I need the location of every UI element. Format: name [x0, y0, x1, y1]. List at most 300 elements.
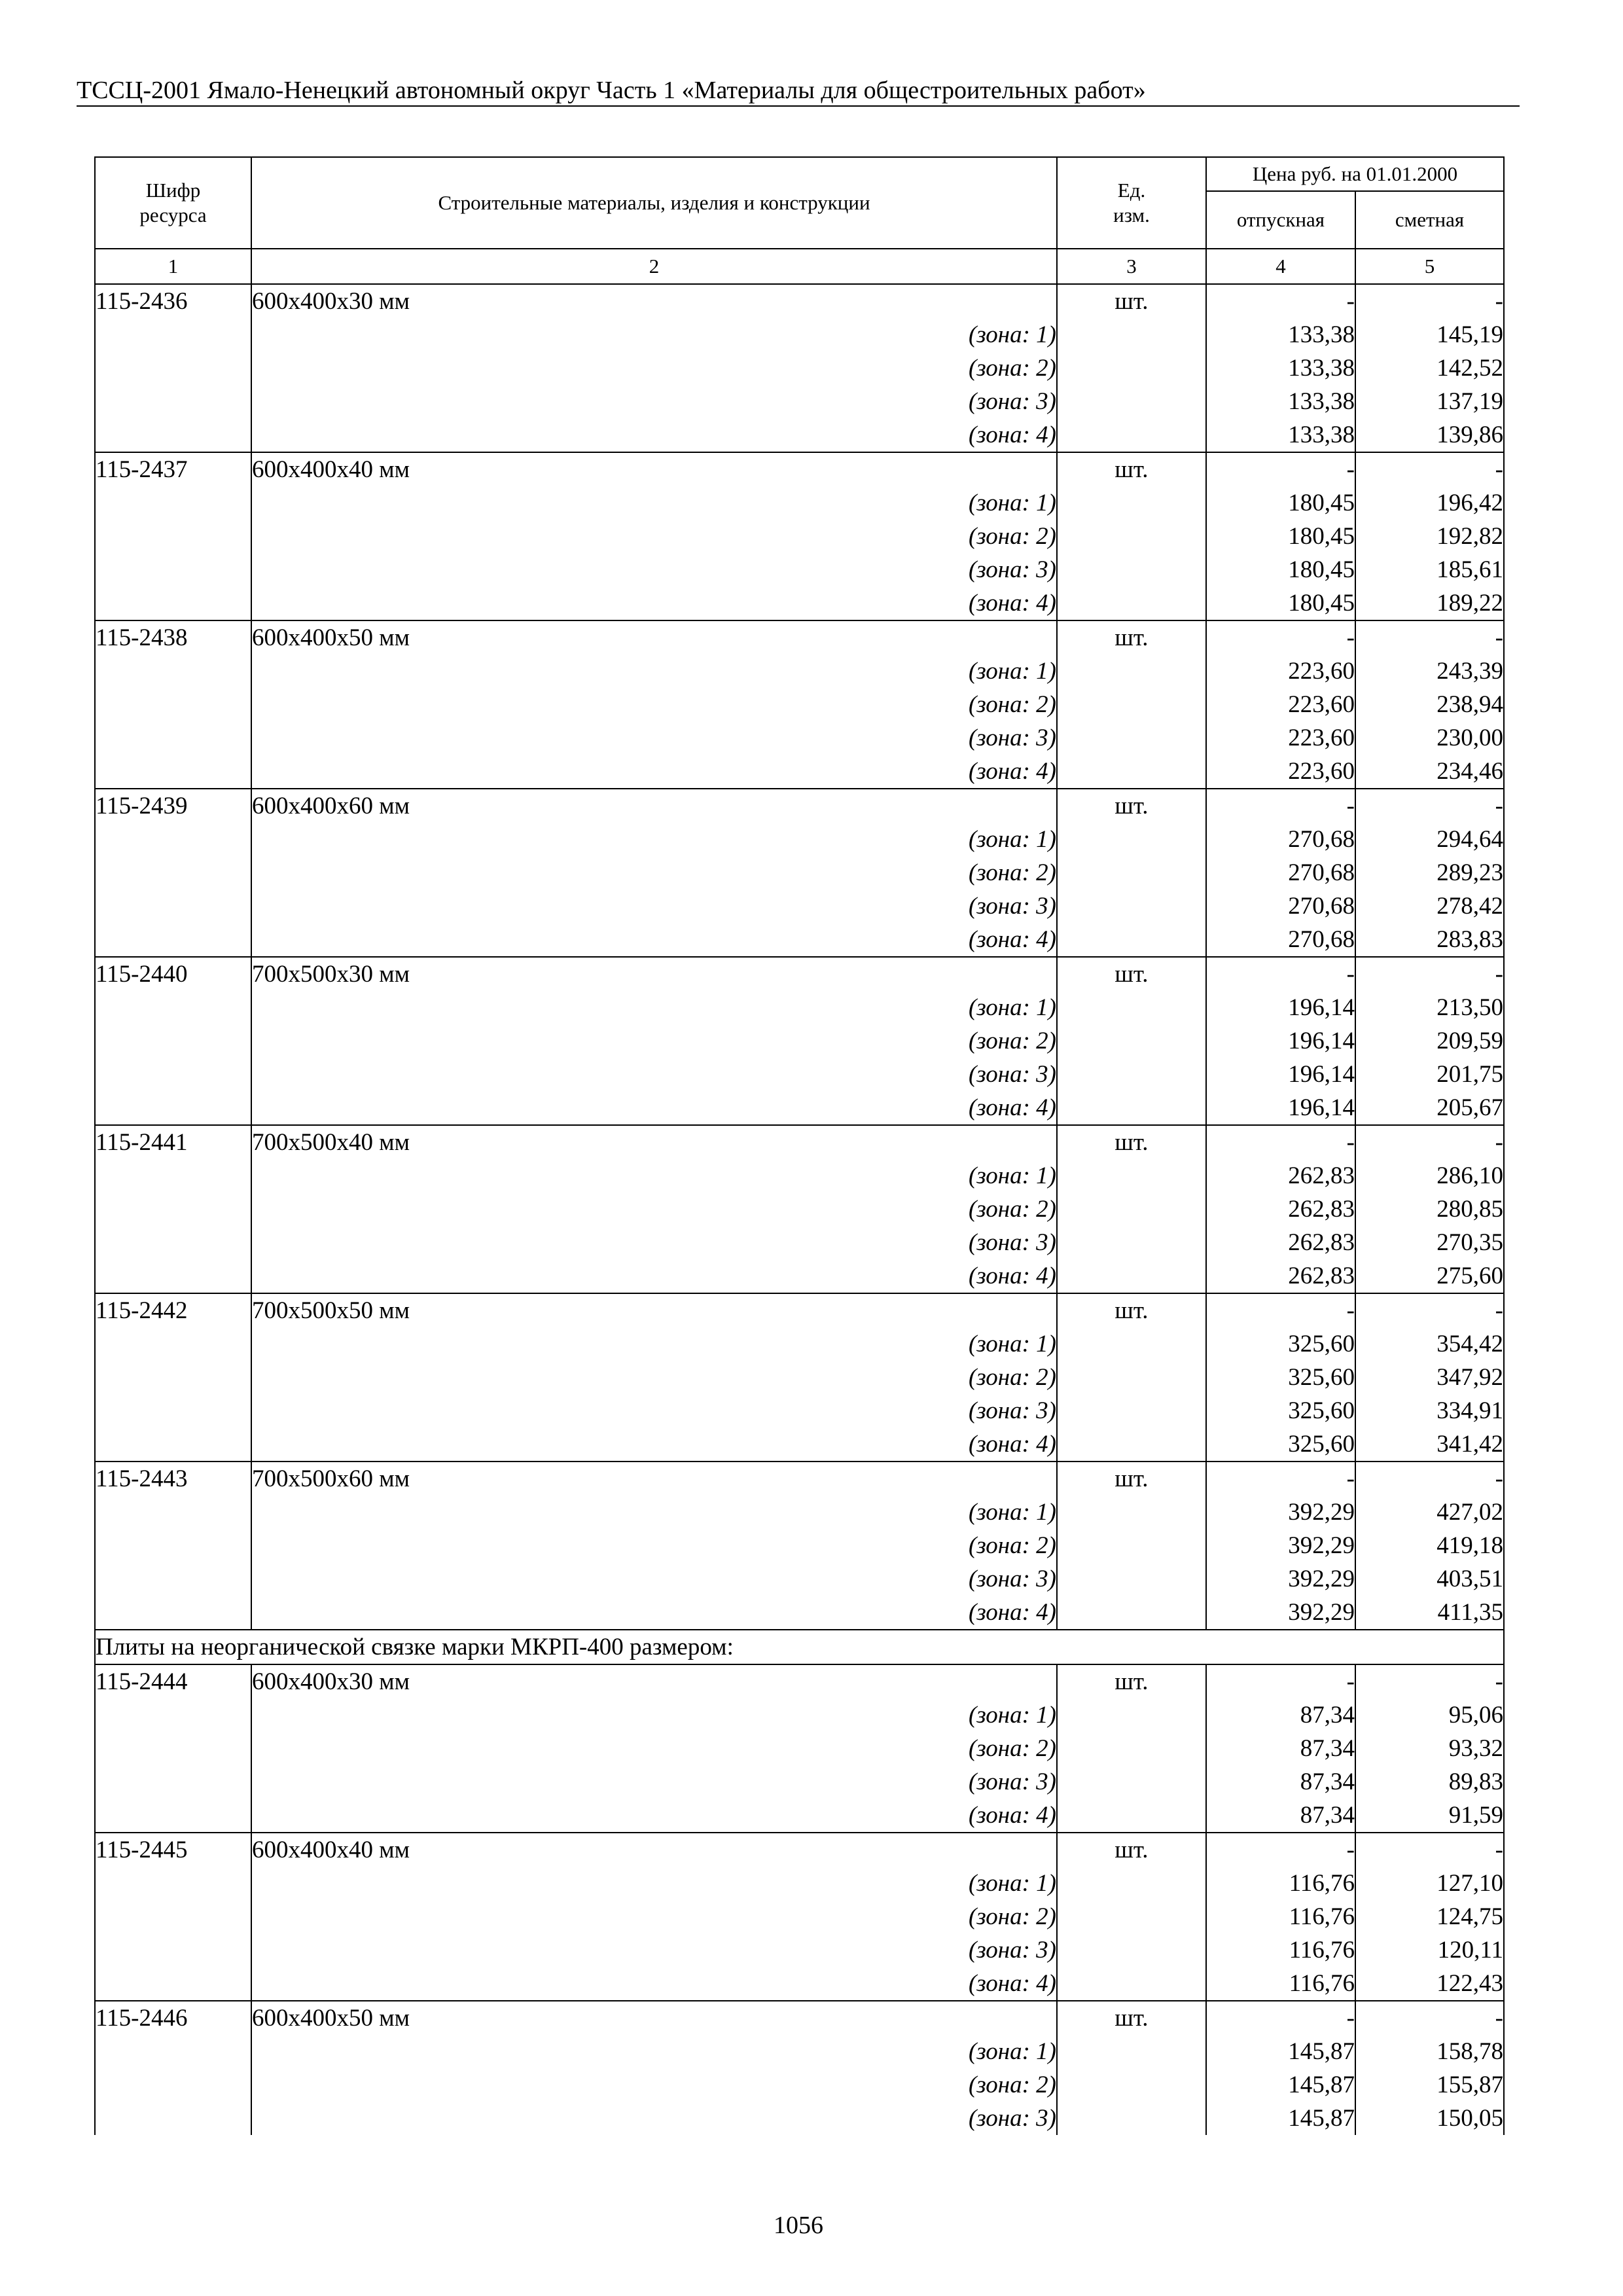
- zone-label: (зона: 1): [251, 1159, 1057, 1193]
- release-price: -: [1206, 1462, 1355, 1496]
- zone-row: [95, 553, 1504, 586]
- release-price: -: [1206, 284, 1355, 318]
- resource-code: [95, 2035, 251, 2068]
- release-price: -: [1206, 1833, 1355, 1867]
- unit: [1057, 1496, 1206, 1529]
- release-price: 133,38: [1206, 351, 1355, 385]
- release-price: 180,45: [1206, 520, 1355, 553]
- resource-code: [95, 991, 251, 1024]
- release-price: 270,68: [1206, 823, 1355, 856]
- release-price: -: [1206, 1664, 1355, 1698]
- resource-code: 115-2437: [95, 452, 251, 486]
- release-price: 270,68: [1206, 923, 1355, 957]
- resource-code: [95, 1496, 251, 1529]
- zone-label: (зона: 3): [251, 385, 1057, 418]
- header-price-group: Цена руб. на 01.01.2000: [1206, 157, 1504, 191]
- estimate-price: 127,10: [1355, 1867, 1504, 1900]
- zone-row: [95, 1024, 1504, 1058]
- estimate-price: -: [1355, 957, 1504, 991]
- resource-code: [95, 1361, 251, 1394]
- zone-row: [95, 1967, 1504, 2001]
- release-price: 223,60: [1206, 721, 1355, 755]
- zone-row: [95, 1091, 1504, 1125]
- resource-row: [95, 957, 1504, 991]
- release-price: 392,29: [1206, 1562, 1355, 1596]
- zone-label: (зона: 1): [251, 1867, 1057, 1900]
- release-price: -: [1206, 2001, 1355, 2035]
- estimate-price: 189,22: [1355, 586, 1504, 620]
- material-name: 700х500х50 мм: [251, 1293, 1057, 1327]
- release-price: -: [1206, 957, 1355, 991]
- zone-label: (зона: 2): [251, 688, 1057, 721]
- resource-row: [95, 789, 1504, 823]
- unit: [1057, 351, 1206, 385]
- zone-label: (зона: 4): [251, 418, 1057, 452]
- zone-row: [95, 1259, 1504, 1293]
- estimate-price: 294,64: [1355, 823, 1504, 856]
- resource-code: [95, 1765, 251, 1799]
- release-price: 116,76: [1206, 1933, 1355, 1967]
- unit: [1057, 1900, 1206, 1933]
- release-price: 392,29: [1206, 1496, 1355, 1529]
- release-price: 180,45: [1206, 486, 1355, 520]
- zone-label: (зона: 1): [251, 486, 1057, 520]
- release-price: 87,34: [1206, 1732, 1355, 1765]
- resource-code: [95, 655, 251, 688]
- zone-row: [95, 991, 1504, 1024]
- header-rule: [77, 105, 1520, 107]
- header-unit: [1057, 157, 1206, 249]
- release-price: -: [1206, 620, 1355, 655]
- resource-row: [95, 1664, 1504, 1698]
- unit: [1057, 1394, 1206, 1427]
- estimate-price: -: [1355, 1293, 1504, 1327]
- release-price: -: [1206, 452, 1355, 486]
- release-price: 87,34: [1206, 1698, 1355, 1732]
- unit: [1057, 1529, 1206, 1562]
- resource-row: [95, 1125, 1504, 1159]
- release-price: 392,29: [1206, 1596, 1355, 1630]
- zone-row: [95, 1226, 1504, 1259]
- unit: [1057, 1562, 1206, 1596]
- zone-row: [95, 1394, 1504, 1427]
- estimate-price: 145,19: [1355, 318, 1504, 351]
- header-code-line: Шифр: [145, 179, 201, 202]
- unit: [1057, 1596, 1206, 1630]
- unit: [1057, 755, 1206, 789]
- unit: шт.: [1057, 789, 1206, 823]
- resource-code: [95, 889, 251, 923]
- zone-row: [95, 318, 1504, 351]
- zone-row: [95, 1496, 1504, 1529]
- resource-code: [95, 1698, 251, 1732]
- resource-code: [95, 520, 251, 553]
- unit: [1057, 1698, 1206, 1732]
- estimate-price: 283,83: [1355, 923, 1504, 957]
- resource-code: [95, 1967, 251, 2001]
- estimate-price: 341,42: [1355, 1427, 1504, 1462]
- resource-code: [95, 856, 251, 889]
- zone-label: (зона: 2): [251, 2068, 1057, 2102]
- material-name: 700х500х60 мм: [251, 1462, 1057, 1496]
- release-price: 223,60: [1206, 755, 1355, 789]
- zone-label: (зона: 3): [251, 553, 1057, 586]
- resource-row: [95, 452, 1504, 486]
- resource-code: [95, 1024, 251, 1058]
- release-price: 133,38: [1206, 318, 1355, 351]
- estimate-price: 286,10: [1355, 1159, 1504, 1193]
- page-number: 1056: [774, 2212, 823, 2239]
- section-row: [95, 1630, 1504, 1664]
- resource-code: [95, 418, 251, 452]
- zone-label: (зона: 2): [251, 856, 1057, 889]
- release-price: 116,76: [1206, 1900, 1355, 1933]
- unit: [1057, 385, 1206, 418]
- release-price: 145,87: [1206, 2068, 1355, 2102]
- release-price: 196,14: [1206, 1091, 1355, 1125]
- resource-code: [95, 318, 251, 351]
- estimate-price: 137,19: [1355, 385, 1504, 418]
- zone-label: (зона: 3): [251, 721, 1057, 755]
- estimate-price: 354,42: [1355, 1327, 1504, 1361]
- release-price: 223,60: [1206, 655, 1355, 688]
- resource-code: [95, 2068, 251, 2102]
- resource-code: [95, 1900, 251, 1933]
- zone-row: [95, 1867, 1504, 1900]
- estimate-price: 158,78: [1355, 2035, 1504, 2068]
- resource-row: [95, 2001, 1504, 2035]
- resource-row: [95, 284, 1504, 318]
- resource-code: [95, 385, 251, 418]
- unit: [1057, 1024, 1206, 1058]
- unit: [1057, 1159, 1206, 1193]
- zone-label: (зона: 2): [251, 1361, 1057, 1394]
- release-price: 262,83: [1206, 1226, 1355, 1259]
- estimate-price: -: [1355, 1462, 1504, 1496]
- resource-code: [95, 1327, 251, 1361]
- resource-code: [95, 1058, 251, 1091]
- zone-label: (зона: 3): [251, 1226, 1057, 1259]
- unit: шт.: [1057, 1125, 1206, 1159]
- unit: [1057, 1732, 1206, 1765]
- zone-label: (зона: 1): [251, 823, 1057, 856]
- release-price: 87,34: [1206, 1799, 1355, 1833]
- zone-label: (зона: 1): [251, 655, 1057, 688]
- estimate-price: -: [1355, 1125, 1504, 1159]
- release-price: 116,76: [1206, 1867, 1355, 1900]
- material-name: 600х400х50 мм: [251, 620, 1057, 655]
- resource-code: [95, 1159, 251, 1193]
- estimate-price: -: [1355, 452, 1504, 486]
- unit: [1057, 520, 1206, 553]
- resource-code: [95, 1259, 251, 1293]
- zone-row: [95, 856, 1504, 889]
- zone-label: (зона: 4): [251, 1967, 1057, 2001]
- estimate-price: 278,42: [1355, 889, 1504, 923]
- resource-code: [95, 1394, 251, 1427]
- zone-row: [95, 755, 1504, 789]
- estimate-price: 238,94: [1355, 688, 1504, 721]
- release-price: -: [1206, 1293, 1355, 1327]
- zone-row: [95, 351, 1504, 385]
- zone-label: (зона: 3): [251, 1394, 1057, 1427]
- column-number: 5: [1355, 249, 1504, 284]
- estimate-price: 243,39: [1355, 655, 1504, 688]
- release-price: 325,60: [1206, 1427, 1355, 1462]
- release-price: 116,76: [1206, 1967, 1355, 2001]
- zone-row: [95, 889, 1504, 923]
- unit: [1057, 1799, 1206, 1833]
- zone-row: [95, 823, 1504, 856]
- unit: [1057, 318, 1206, 351]
- estimate-price: 142,52: [1355, 351, 1504, 385]
- resource-code: 115-2440: [95, 957, 251, 991]
- zone-row: [95, 520, 1504, 553]
- resource-code: [95, 688, 251, 721]
- unit: [1057, 1967, 1206, 2001]
- zone-row: [95, 586, 1504, 620]
- estimate-price: -: [1355, 1664, 1504, 1698]
- material-name: 600х400х40 мм: [251, 1833, 1057, 1867]
- resource-code: [95, 1427, 251, 1462]
- resource-code: 115-2443: [95, 1462, 251, 1496]
- unit: [1057, 721, 1206, 755]
- material-name: 600х400х60 мм: [251, 789, 1057, 823]
- unit: [1057, 1867, 1206, 1900]
- estimate-price: 275,60: [1355, 1259, 1504, 1293]
- estimate-price: 139,86: [1355, 418, 1504, 452]
- estimate-price: 334,91: [1355, 1394, 1504, 1427]
- unit: [1057, 586, 1206, 620]
- zone-label: (зона: 3): [251, 889, 1057, 923]
- column-number-row: [95, 249, 1504, 284]
- zone-label: (зона: 4): [251, 755, 1057, 789]
- estimate-price: -: [1355, 2001, 1504, 2035]
- estimate-price: 205,67: [1355, 1091, 1504, 1125]
- zone-label: (зона: 2): [251, 1193, 1057, 1226]
- unit: [1057, 2068, 1206, 2102]
- unit: [1057, 991, 1206, 1024]
- unit: [1057, 1226, 1206, 1259]
- resource-code: [95, 1732, 251, 1765]
- resource-code: 115-2439: [95, 789, 251, 823]
- unit: [1057, 553, 1206, 586]
- estimate-price: -: [1355, 789, 1504, 823]
- release-price: 325,60: [1206, 1327, 1355, 1361]
- resource-code: [95, 1596, 251, 1630]
- zone-row: [95, 655, 1504, 688]
- zone-label: (зона: 1): [251, 1327, 1057, 1361]
- release-price: 223,60: [1206, 688, 1355, 721]
- resource-code: 115-2441: [95, 1125, 251, 1159]
- header-resource-code: [95, 157, 251, 249]
- release-price: 180,45: [1206, 586, 1355, 620]
- resource-code: 115-2445: [95, 1833, 251, 1867]
- material-name: 600х400х50 мм: [251, 2001, 1057, 2035]
- release-price: 392,29: [1206, 1529, 1355, 1562]
- resource-code: [95, 2102, 251, 2135]
- unit: [1057, 486, 1206, 520]
- release-price: -: [1206, 1125, 1355, 1159]
- estimate-price: 124,75: [1355, 1900, 1504, 1933]
- unit: [1057, 1193, 1206, 1226]
- material-name: 600х400х30 мм: [251, 284, 1057, 318]
- estimate-price: 91,59: [1355, 1799, 1504, 1833]
- estimate-price: 122,43: [1355, 1967, 1504, 2001]
- zone-label: (зона: 3): [251, 1933, 1057, 1967]
- resource-code: 115-2446: [95, 2001, 251, 2035]
- zone-row: [95, 1427, 1504, 1462]
- header-unit-line: Ед.: [1117, 179, 1146, 202]
- zone-label: (зона: 1): [251, 318, 1057, 351]
- resource-code: [95, 1562, 251, 1596]
- unit: [1057, 856, 1206, 889]
- resource-code: 115-2436: [95, 284, 251, 318]
- zone-row: [95, 1765, 1504, 1799]
- resource-code: [95, 1933, 251, 1967]
- resource-code: [95, 351, 251, 385]
- zone-row: [95, 2035, 1504, 2068]
- unit: шт.: [1057, 1293, 1206, 1327]
- unit: шт.: [1057, 1462, 1206, 1496]
- estimate-price: 289,23: [1355, 856, 1504, 889]
- unit: шт.: [1057, 957, 1206, 991]
- unit: шт.: [1057, 284, 1206, 318]
- zone-row: [95, 1799, 1504, 1833]
- unit: [1057, 2035, 1206, 2068]
- price-table: [94, 156, 1505, 2135]
- zone-row: [95, 486, 1504, 520]
- zone-label: (зона: 3): [251, 2102, 1057, 2135]
- unit: шт.: [1057, 1833, 1206, 1867]
- material-name: 600х400х40 мм: [251, 452, 1057, 486]
- estimate-price: 155,87: [1355, 2068, 1504, 2102]
- release-price: 145,87: [1206, 2035, 1355, 2068]
- zone-label: (зона: 2): [251, 351, 1057, 385]
- zone-label: (зона: 3): [251, 1058, 1057, 1091]
- zone-label: (зона: 4): [251, 1596, 1057, 1630]
- release-price: 196,14: [1206, 1024, 1355, 1058]
- release-price: 196,14: [1206, 1058, 1355, 1091]
- material-name: 700х500х40 мм: [251, 1125, 1057, 1159]
- column-number: 2: [251, 249, 1057, 284]
- estimate-price: 150,05: [1355, 2102, 1504, 2135]
- release-price: 180,45: [1206, 553, 1355, 586]
- unit: шт.: [1057, 2001, 1206, 2035]
- release-price: 270,68: [1206, 889, 1355, 923]
- header-unit-line: изм.: [1113, 204, 1150, 226]
- resource-code: [95, 1226, 251, 1259]
- zone-label: (зона: 4): [251, 1799, 1057, 1833]
- column-number: 4: [1206, 249, 1355, 284]
- release-price: -: [1206, 789, 1355, 823]
- zone-row: [95, 2068, 1504, 2102]
- zone-row: [95, 1159, 1504, 1193]
- zone-label: (зона: 4): [251, 1427, 1057, 1462]
- estimate-price: 234,46: [1355, 755, 1504, 789]
- resource-row: [95, 1833, 1504, 1867]
- unit: [1057, 688, 1206, 721]
- release-price: 145,87: [1206, 2102, 1355, 2135]
- unit: [1057, 923, 1206, 957]
- zone-row: [95, 2102, 1504, 2135]
- zone-label: (зона: 1): [251, 2035, 1057, 2068]
- zone-label: (зона: 2): [251, 1529, 1057, 1562]
- release-price: 196,14: [1206, 991, 1355, 1024]
- unit: [1057, 889, 1206, 923]
- unit: [1057, 1427, 1206, 1462]
- estimate-price: -: [1355, 1833, 1504, 1867]
- zone-label: (зона: 1): [251, 991, 1057, 1024]
- unit: [1057, 1327, 1206, 1361]
- estimate-price: 411,35: [1355, 1596, 1504, 1630]
- zone-label: (зона: 1): [251, 1698, 1057, 1732]
- resource-code: [95, 486, 251, 520]
- header-row: [95, 157, 1504, 191]
- zone-row: [95, 1933, 1504, 1967]
- unit: [1057, 1765, 1206, 1799]
- zone-label: (зона: 3): [251, 1562, 1057, 1596]
- resource-code: [95, 553, 251, 586]
- unit: [1057, 1058, 1206, 1091]
- release-price: 262,83: [1206, 1193, 1355, 1226]
- unit: [1057, 1933, 1206, 1967]
- column-number: 3: [1057, 249, 1206, 284]
- material-name: 700х500х30 мм: [251, 957, 1057, 991]
- zone-row: [95, 1058, 1504, 1091]
- zone-label: (зона: 4): [251, 586, 1057, 620]
- release-price: 133,38: [1206, 385, 1355, 418]
- resource-code: [95, 755, 251, 789]
- zone-row: [95, 1327, 1504, 1361]
- zone-row: [95, 923, 1504, 957]
- column-number: 1: [95, 249, 251, 284]
- estimate-price: 185,61: [1355, 553, 1504, 586]
- zone-label: (зона: 2): [251, 1732, 1057, 1765]
- zone-row: [95, 1732, 1504, 1765]
- resource-row: [95, 1462, 1504, 1496]
- estimate-price: -: [1355, 620, 1504, 655]
- unit: [1057, 655, 1206, 688]
- zone-label: (зона: 2): [251, 1900, 1057, 1933]
- table-body: [95, 284, 1504, 2135]
- estimate-price: 419,18: [1355, 1529, 1504, 1562]
- running-head: ТССЦ-2001 Ямало-Ненецкий автономный округ Часть 1 «Материалы для общестроительных работ»: [77, 77, 1146, 104]
- zone-label: (зона: 4): [251, 1091, 1057, 1125]
- release-price: 87,34: [1206, 1765, 1355, 1799]
- zone-row: [95, 721, 1504, 755]
- resource-code: [95, 823, 251, 856]
- estimate-price: 427,02: [1355, 1496, 1504, 1529]
- zone-row: [95, 1562, 1504, 1596]
- zone-row: [95, 385, 1504, 418]
- estimate-price: 209,59: [1355, 1024, 1504, 1058]
- estimate-price: 230,00: [1355, 721, 1504, 755]
- unit: [1057, 823, 1206, 856]
- estimate-price: 270,35: [1355, 1226, 1504, 1259]
- estimate-price: 93,32: [1355, 1732, 1504, 1765]
- unit: шт.: [1057, 620, 1206, 655]
- unit: [1057, 1091, 1206, 1125]
- estimate-price: 192,82: [1355, 520, 1504, 553]
- unit: шт.: [1057, 452, 1206, 486]
- zone-row: [95, 1596, 1504, 1630]
- zone-label: (зона: 2): [251, 520, 1057, 553]
- header-material-name: Строительные материалы, изделия и конструкции: [251, 157, 1057, 249]
- unit: шт.: [1057, 1664, 1206, 1698]
- table-header: [95, 157, 1504, 284]
- zone-label: (зона: 3): [251, 1765, 1057, 1799]
